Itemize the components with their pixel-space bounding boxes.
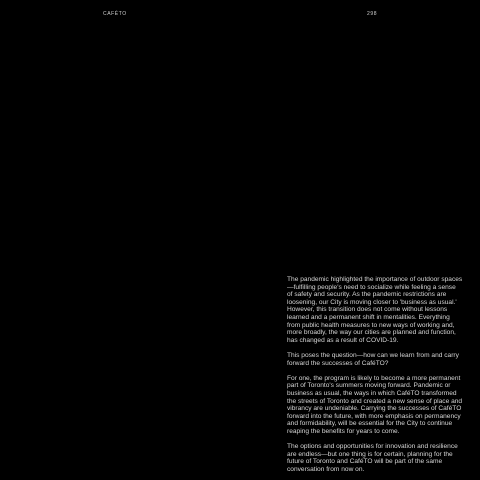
paragraph: The options and opportunities for innovation and resilience are endless—but one thing is for certain, planning for the future of Toronto and CaféTO will be part of the same conversation from now on. (287, 443, 458, 473)
page-number: 298 (367, 11, 378, 17)
paragraph: For one, the program is likely to become a more permanent part of Toronto's summers moving forward. Pandemic or business as usual, the ways in which CaféTO transformed the streets of Toronto and created a new sense of place and vibrancy are undeniable. Carrying the successes of CaféTO forward into the future, with more emphasis on permanency and formidability, will be essential for the City to continue reaping the benefits for years to come. (287, 374, 463, 435)
body-text-block (287, 276, 463, 473)
running-title: CAFÉTO (103, 11, 127, 17)
paragraph: The pandemic highlighted the importance of outdoor spaces—fulfilling people's need to socialize while feeling a sense of safety and security. As the pandemic restrictions are loosening, our City is moving closer to 'business as usual.' However, this transition does not come without lessons learned and a permanent shift in mentalities. Everything from public health measures to new ways of working and, more broadly, the way our cities are planned and function, has changed as a result of COVID-19. (287, 276, 463, 344)
paragraph: This poses the question—how can we learn from and carry forward the successes of CaféTO? (287, 351, 459, 367)
